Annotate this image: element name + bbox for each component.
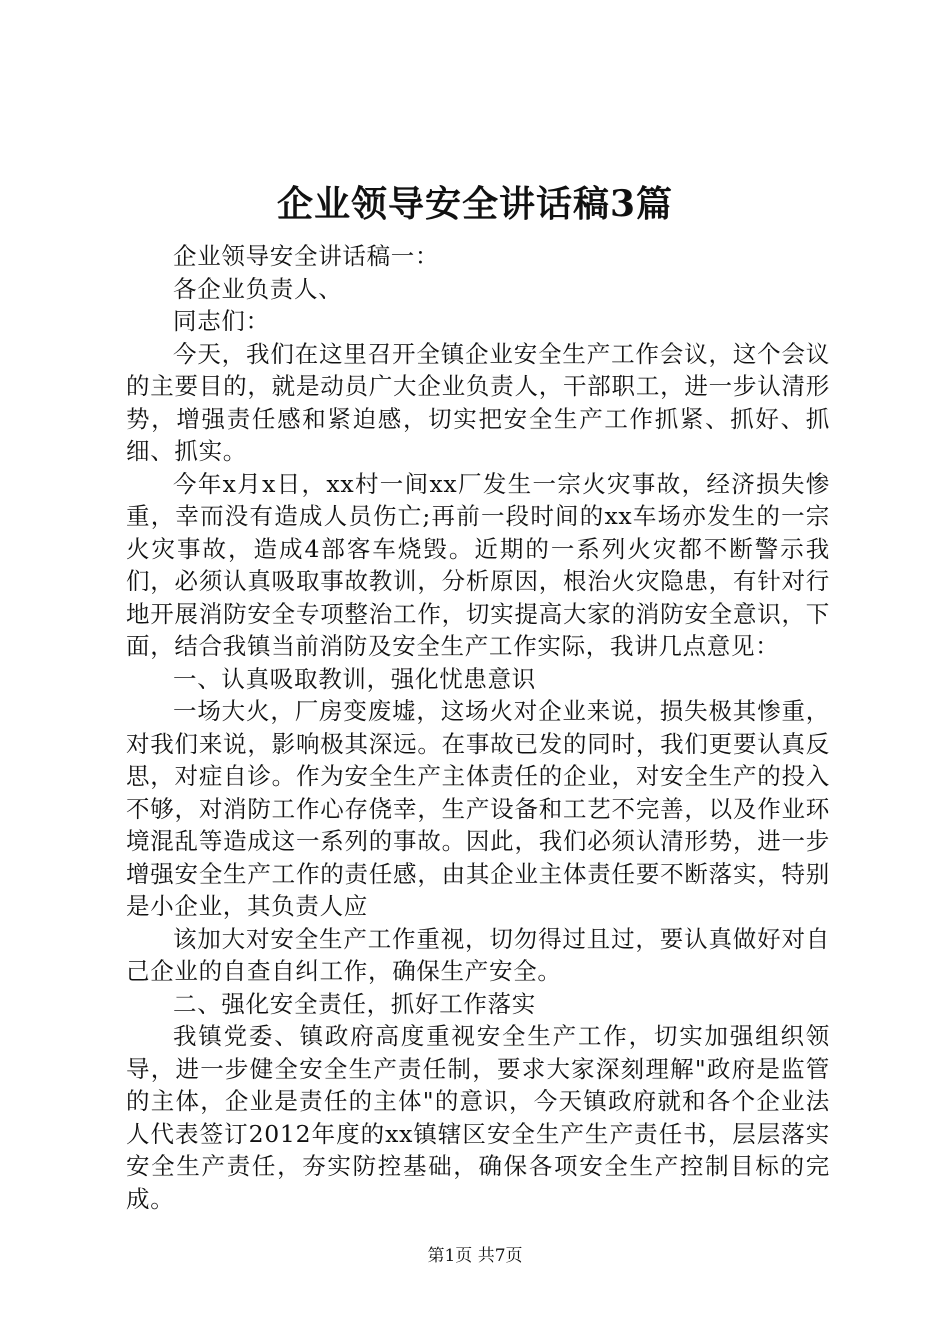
paragraph-salutation-comrades: 同志们：	[173, 307, 270, 335]
section-heading-one: 一、认真吸取教训，强化忧患意识	[173, 664, 536, 693]
paragraph-responsibility: 我镇党委、镇政府高度重视安全生产工作，切实加强组织领导，进一步健全安全生产责任制，要求大家深刻理解"政府是监管的主体，企业是责任的主体"的意识，今天镇政府就和各个企业法人代表签订2012年度的xx镇辖区安全生产生产责任书，层层落实安全生产责任，夯实防控基础，确保各项安全生产控制目标的完成。	[126, 1022, 830, 1213]
paragraph-fire-incidents: 今年x月x日，xx村一间xx厂发生一宗火灾事故，经济损失惨重，幸而没有造成人员伤亡;再前一段时间的xx车场亦发生的一宗火灾事故，造成4部客车烧毁。近期的一系列火灾都不断警示我们，必须认真吸取事故教训，分析原因，根治火灾隐患，有针对行地开展消防安全专项整治工作，切实提高大家的消防安全意识，下面，结合我镇当前消防及安全生产工作实际，我讲几点意见：	[126, 469, 830, 660]
paragraph-lessons: 一场大火，厂房变废墟，这场火对企业来说，损失极其惨重，对我们来说，影响极其深远。在事故已发的同时，我们更要认真反思，对症自诊。作为安全生产主体责任的企业，对安全生产的投入不够，对消防工作心存侥幸，生产设备和工艺不完善，以及作业环境混乱等造成这一系列的事故。因此，我们必须认清形势，进一步增强安全生产工作的责任感，由其企业主体责任要不断落实，特别是小企业，其负责人应	[126, 697, 830, 920]
paragraph-meeting-purpose: 今天，我们在这里召开全镇企业安全生产工作会议，这个会议的主要目的，就是动员广大企业负责人，干部职工，进一步认清形势，增强责任感和紧迫感，切实把安全生产工作抓紧、抓好、抓细、抓实。	[126, 339, 830, 465]
document-title: 企业领导安全讲话稿3篇	[276, 183, 674, 225]
page-footer: 第1页 共7页	[427, 1246, 523, 1266]
paragraph-heading-speech-one: 企业领导安全讲话稿一：	[173, 242, 440, 270]
paragraph-self-inspection: 该加大对安全生产工作重视，切勿得过且过，要认真做好对自己企业的自查自纠工作，确保生产安全。	[126, 924, 830, 985]
section-heading-two: 二、强化安全责任，抓好工作落实	[173, 989, 536, 1018]
document-body	[126, 240, 830, 1215]
paragraph-salutation-leaders: 各企业负责人、	[173, 274, 343, 303]
